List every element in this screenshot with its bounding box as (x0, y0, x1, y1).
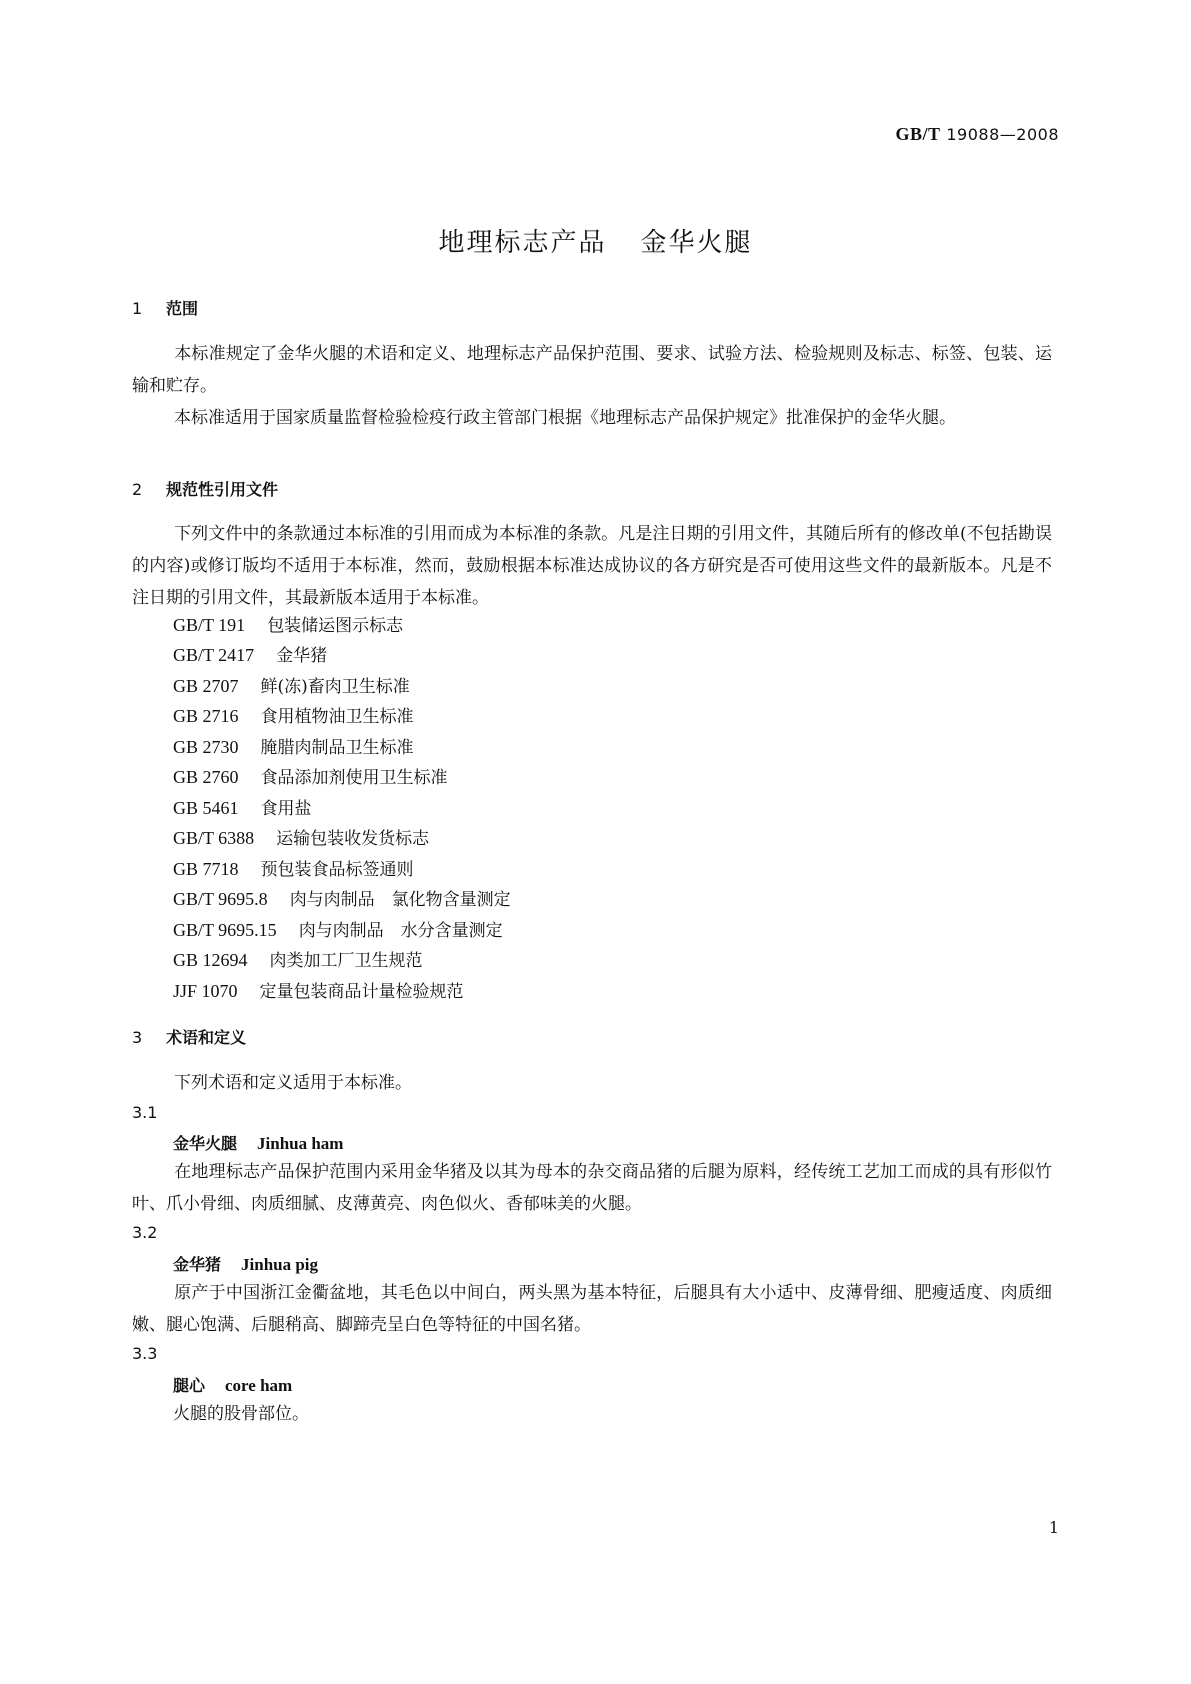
term-heading: 腿心 core ham (173, 1376, 293, 1395)
term-heading: 金华猪 Jinhua pig (173, 1255, 319, 1274)
reference-item: GB/T 9695.15 肉与肉制品 水分含量测定 (173, 920, 503, 941)
reference-item: GB 2730 腌腊肉制品卫生标准 (173, 737, 414, 758)
reference-item: GB 2707 鲜(冻)畜肉卫生标准 (173, 676, 410, 697)
section-heading: 3 术语和定义 (132, 1028, 247, 1047)
standard-prefix: GB/T (895, 124, 941, 144)
term-number: 3.2 (132, 1223, 158, 1242)
reference-item: GB 5461 食用盐 (173, 798, 312, 819)
page-number: 1 (1048, 1518, 1059, 1537)
paragraph: 本标准适用于国家质量监督检验检疫行政主管部门根据《地理标志产品保护规定》批准保护的金华火腿。 (174, 408, 956, 428)
title-part1: 地理标志产品 (438, 228, 607, 258)
paragraph: 本标准规定了金华火腿的术语和定义、地理标志产品保护范围、要求、试验方法、检验规则及标志、标签、包装、运输和贮存。 (132, 344, 1052, 396)
standard-number: 19088—2008 (946, 125, 1059, 144)
document-title (0, 222, 1191, 259)
reference-item: GB 2716 食用植物油卫生标准 (173, 706, 414, 727)
reference-item: GB 2760 食品添加剂使用卫生标准 (173, 767, 448, 788)
reference-item: GB/T 9695.8 肉与肉制品 氯化物含量测定 (173, 889, 511, 910)
section-heading: 2 规范性引用文件 (132, 480, 279, 499)
term-number: 3.3 (132, 1344, 158, 1363)
paragraph: 下列文件中的条款通过本标准的引用而成为本标准的条款。凡是注日期的引用文件，其随后所有的修改单(不包括勘误的内容)或修订版均不适用于本标准，然而，鼓励根据本标准达成协议的各方研究是否可使用这些文件的最新版本。凡是不注日期的引用文件，其最新版本适用于本标准。 (132, 524, 1052, 608)
reference-item: GB/T 2417 金华猪 (173, 645, 328, 666)
standard-code (895, 124, 1059, 145)
term-definition: 原产于中国浙江金衢盆地，其毛色以中间白，两头黑为基本特征，后腿具有大小适中、皮薄骨细、肥瘦适度、肉质细嫩、腿心饱满、后腿稍高、脚蹄壳呈白色等特征的中国名猪。 (132, 1283, 1052, 1335)
reference-item: GB/T 6388 运输包装收发货标志 (173, 828, 430, 849)
section-heading: 1 范围 (132, 299, 199, 318)
term-definition: 在地理标志产品保护范围内采用金华猪及以其为母本的杂交商品猪的后腿为原料，经传统工艺加工而成的具有形似竹叶、爪小骨细、肉质细腻、皮薄黄亮、肉色似火、香郁味美的火腿。 (132, 1162, 1052, 1214)
term-definition: 火腿的股骨部位。 (173, 1404, 309, 1424)
reference-item: JJF 1070 定量包装商品计量检验规范 (173, 981, 464, 1002)
reference-item: GB/T 191 包装储运图示标志 (173, 615, 404, 636)
reference-item: GB 7718 预包装食品标签通则 (173, 859, 414, 880)
reference-item: GB 12694 肉类加工厂卫生规范 (173, 950, 423, 971)
term-number: 3.1 (132, 1103, 158, 1122)
paragraph: 下列术语和定义适用于本标准。 (174, 1073, 412, 1093)
title-part2: 金华火腿 (640, 228, 753, 258)
term-heading: 金华火腿 Jinhua ham (173, 1134, 344, 1153)
